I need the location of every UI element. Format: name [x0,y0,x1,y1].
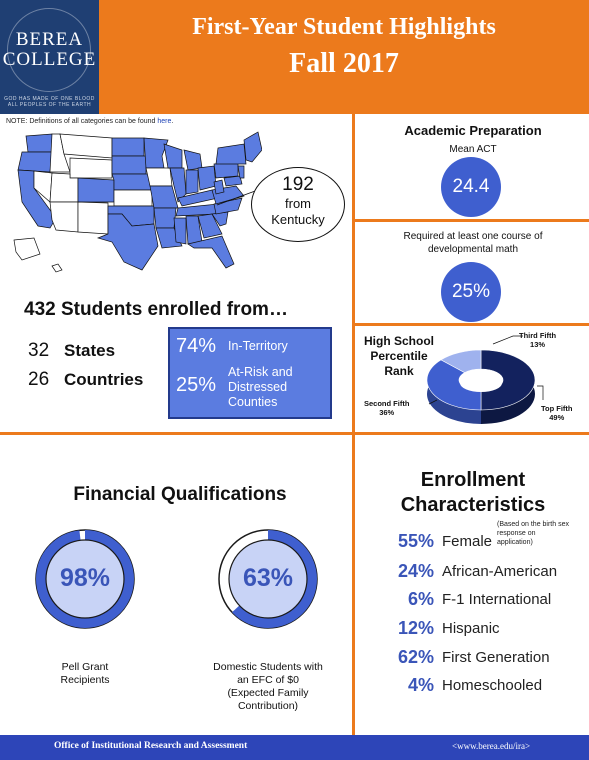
state-west-virginia [214,180,224,194]
kentucky-count: 192 [282,174,314,195]
pie-hole [460,374,502,392]
divider-horizontal-middle [0,432,589,435]
state-mississippi [174,218,186,244]
header-banner [0,0,589,114]
countries-count: 26 [28,369,50,390]
kentucky-label: Kentucky [271,212,325,227]
state-nebraska [112,174,152,190]
state-hawaii [52,264,62,272]
african-american-label: African-American [442,563,558,580]
second-fifth-label [364,399,409,417]
state-arkansas [154,208,176,228]
financial-title: Financial Qualifications [73,484,287,505]
top-fifth-label [541,404,573,422]
pell-caption-line1: Pell Grant [61,661,109,673]
at-risk-pct: 25% [176,374,217,396]
state-wyoming [70,158,112,178]
hs-rank-title-line1: High School [364,334,434,348]
state-kansas [114,190,152,206]
at-risk-label [228,365,293,410]
divider-academic [355,219,589,222]
berea-college-logo[interactable] [0,0,99,114]
hs-rank-title-line2: Percentile [370,349,428,363]
act-value-circle: 24.4 [441,157,501,217]
state-new-england [244,132,262,162]
kentucky-callout [251,167,345,242]
state-new-york [216,144,246,164]
birth-sex-note-line1: (Based on the birth sex [497,521,569,528]
at-risk-label-line1: At-Risk and [228,365,293,379]
enrolled-heading: 432 Students enrolled from… [24,299,288,320]
state-alaska [14,238,40,260]
hispanic-pct: 12% [397,618,434,638]
state-minnesota [144,138,168,168]
footer-url-link[interactable]: <www.berea.edu/ira> [452,741,531,751]
birth-sex-note [497,520,587,547]
pell-caption [20,661,150,687]
states-label: States [64,341,116,360]
state-maryland [224,176,242,186]
state-wisconsin [164,144,182,168]
in-territory-pct: 74% [176,335,217,357]
page-title: First-Year Student Highlights [192,14,496,40]
at-risk-label-line2: Distressed [228,380,288,394]
kentucky-from: from [285,196,311,211]
birth-sex-note-line3: application) [497,539,533,546]
state-iowa [146,168,172,186]
efc-value: 63% [242,564,294,592]
footer-office: Office of Institutional Research and Assessment [54,741,248,751]
note-end: . [171,118,174,125]
efc-caption-line4: Contribution) [237,700,299,712]
definitions-note [6,118,173,125]
third-fifth-label [519,331,556,349]
state-oregon [18,152,52,172]
female-pct: 55% [397,531,434,551]
divider-vertical-top [352,114,355,432]
third-fifth-name: Third Fifth [519,331,557,340]
divider-hsrank [355,323,589,326]
african-american-pct: 24% [397,561,434,581]
at-risk-label-line3: Counties [228,395,278,409]
top-fifth-leader [537,386,543,400]
state-colorado [78,178,114,202]
state-south-dakota [112,156,146,174]
hispanic-label: Hispanic [442,620,500,637]
state-indiana [186,170,198,194]
efc-caption-line1: Domestic Students with [213,661,323,673]
footer-bar [0,735,589,760]
state-ohio [198,166,216,190]
state-north-dakota [112,138,144,156]
territory-box [168,327,332,419]
homeschooled-pct: 4% [407,675,434,695]
international-label: F-1 International [442,591,552,608]
us-states-map [12,130,262,280]
pell-caption-line2: Recipients [60,674,110,686]
logo-motto: GOD HAS MADE OF ONE BLOOD ALL PEOPLES OF THE EARTH [4,96,95,108]
efc-caption-line3: (Expected Family [227,687,309,699]
third-fifth-value: 13% [530,340,546,349]
state-pennsylvania [214,162,238,178]
countries-label: Countries [64,370,144,389]
second-fifth-value: 36% [379,408,395,417]
state-missouri [150,186,178,208]
dev-math-label [357,230,589,256]
in-territory-label: In-Territory [228,339,288,353]
first-generation-label: First Generation [442,649,550,666]
logo-word-2: COLLEGE [2,49,97,70]
efc-caption [193,661,343,713]
homeschooled-label: Homeschooled [442,677,543,694]
definitions-link[interactable]: here [157,118,172,125]
efc-caption-line2: an EFC of $0 [237,674,299,686]
states-count: 32 [28,340,50,361]
second-fifth-name: Second Fifth [364,399,410,408]
top-fifth-name: Top Fifth [541,404,573,413]
academic-title: Academic Preparation [404,123,542,138]
dev-math-value-circle: 25% [441,262,501,322]
first-generation-pct: 62% [397,647,434,667]
pell-value: 98% [59,564,111,592]
divider-vertical-bottom [352,435,355,735]
enrollment-chars-title [357,468,589,518]
birth-sex-note-line2: response on [497,530,536,537]
dev-math-label-line1: Required at least one course of [403,231,543,242]
act-label: Mean ACT [449,144,497,155]
enrollment-chars-title-line1: Enrollment [420,469,526,491]
dev-math-label-line2: developmental math [427,244,519,255]
note-text: NOTE: Definitions of all categories can be found [6,118,156,125]
state-new-mexico [78,202,108,234]
state-michigan [184,150,202,170]
logo-word-1: BEREA [15,29,84,50]
state-arizona [50,202,78,232]
female-label: Female [442,533,493,550]
top-fifth-value: 49% [549,413,565,422]
page-term: Fall 2017 [289,48,399,79]
enrollment-chars-title-line2: Characteristics [400,494,546,516]
state-montana [60,134,112,158]
state-washington [26,134,52,152]
international-pct: 6% [407,589,434,609]
hs-rank-title-line3: Rank [384,364,414,378]
